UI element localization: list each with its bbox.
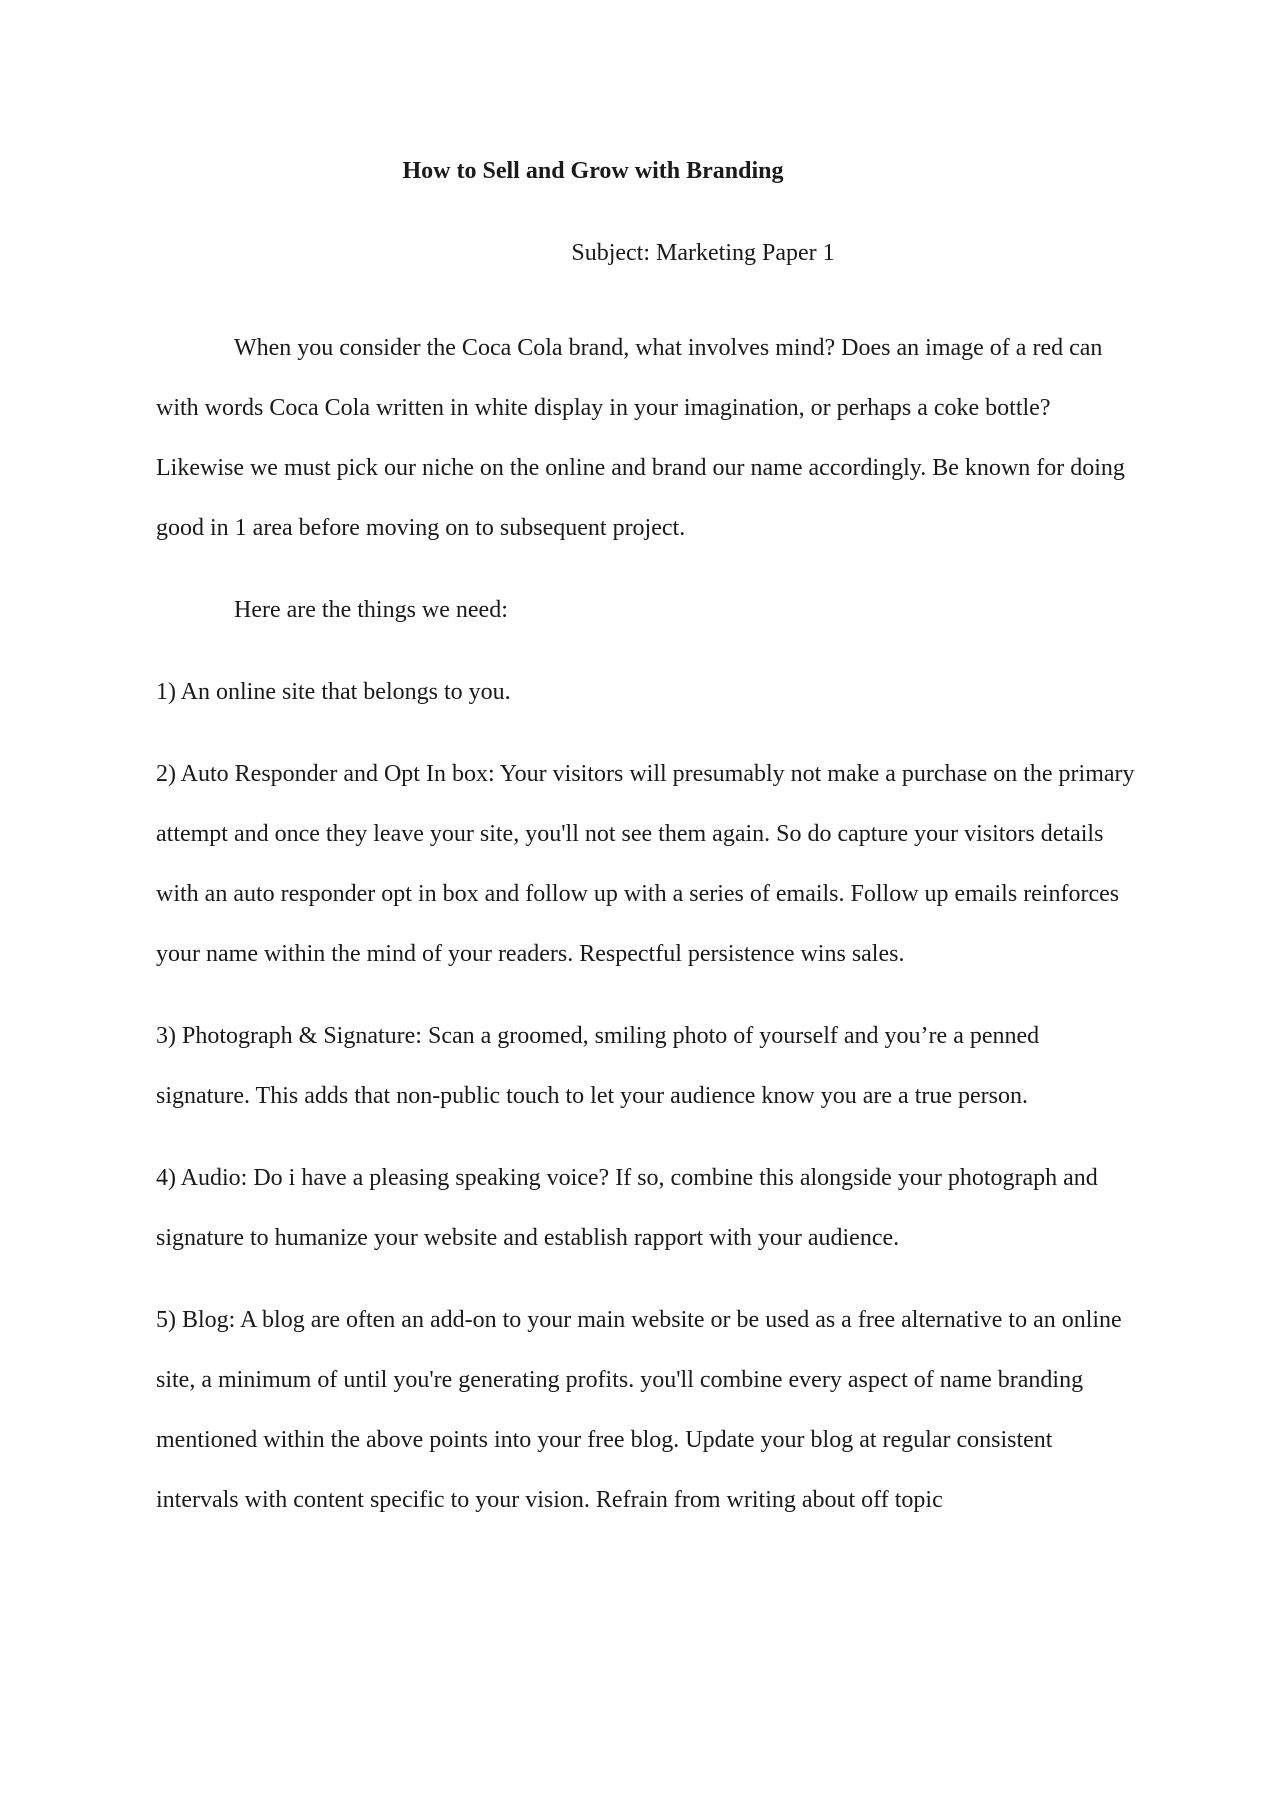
needs-lead-paragraph: Here are the things we need: xyxy=(234,597,508,623)
list-item-5: 5) Blog: A blog are often an add-on to your main website or be used as a free alternative to an online site, a minimum of until you're generating profits. you'll combine every aspect of name branding mentioned within the above points into your free blog. Update your blog at regular consistent intervals with content specific to your vision. Refrain from writing about off topic xyxy=(156,1307,1122,1513)
list-item-2: 2) Auto Responder and Opt In box: Your visitors will presumably not make a purchase on the primary attempt and once they leave your site, you'll not see them again. So do capture your visitors details with an auto responder opt in box and follow up with a series of emails. Follow up emails reinforces your name within the mind of your readers. Respectful persistence wins sales. xyxy=(156,761,1135,967)
document-subject: Subject: Marketing Paper 1 xyxy=(571,240,835,266)
document-title: How to Sell and Grow with Branding xyxy=(402,158,784,184)
list-item-1: 1) An online site that belongs to you. xyxy=(156,679,511,705)
list-item-3: 3) Photograph & Signature: Scan a groomed, smiling photo of yourself and you’re a penned signature. This adds that non-public touch to let your audience know you are a true person. xyxy=(156,1023,1040,1109)
list-item-4: 4) Audio: Do i have a pleasing speaking voice? If so, combine this alongside your photograph and signature to humanize your website and establish rapport with your audience. xyxy=(156,1165,1098,1251)
document-body xyxy=(156,318,1136,1552)
intro-paragraph: When you consider the Coca Cola brand, what involves mind? Does an image of a red can with words Coca Cola written in white display in your imagination, or perhaps a coke bottle? Likewise we must pick our niche on the online and brand our name accordingly. Be known for doing good in 1 area before moving on to subsequent project. xyxy=(156,335,1125,541)
